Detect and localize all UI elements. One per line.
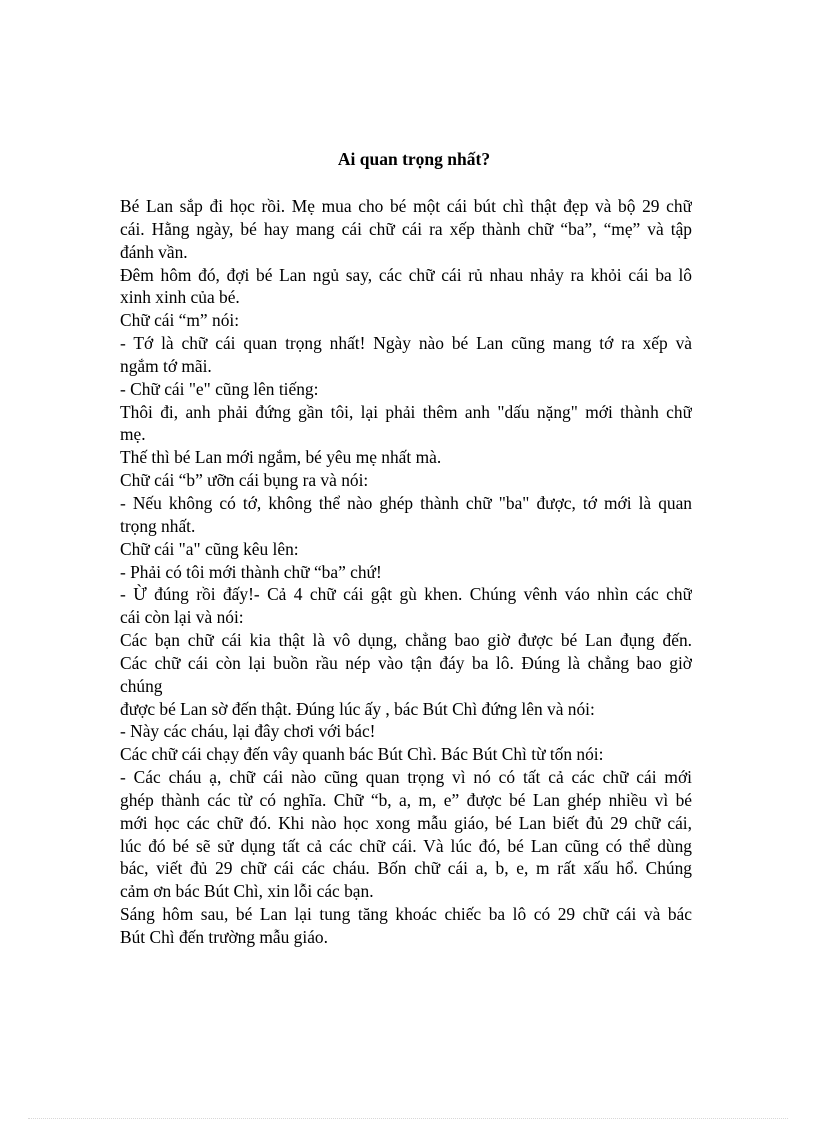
story-line: Các bạn chữ cái kia thật là vô dụng, chẳng bao giờ được bé Lan đụng đến. xyxy=(120,630,692,651)
story-line: Chữ cái "a" cũng kêu lên: xyxy=(120,538,299,559)
story-line: Chữ cái “b” ưỡn cái bụng ra và nói: xyxy=(120,470,369,491)
story-body xyxy=(120,195,692,949)
story-line: bác, viết đủ 29 chữ cái các cháu. Bốn chữ cái a, b, e, m rất xấu hổ. Chúng xyxy=(120,858,692,879)
story-line: - Chữ cái "e" cũng lên tiếng: xyxy=(120,378,319,399)
story-line: Đêm hôm đó, đợi bé Lan ngủ say, các chữ cái rủ nhau nhảy ra khỏi cái ba lô xyxy=(120,264,692,285)
story-line: Bé Lan sắp đi học rồi. Mẹ mua cho bé một cái bút chì thật đẹp và bộ 29 chữ xyxy=(120,196,692,216)
story-line: mẹ. xyxy=(120,424,146,445)
story-line: đánh vần. xyxy=(120,241,188,262)
story-line: - Các cháu ạ, chữ cái nào cũng quan trọng vì nó có tất cả các chữ cái mới xyxy=(120,767,692,788)
story-line: Các chữ cái còn lại buồn rầu nép vào tận đáy ba lô. Đúng là chẳng bao giờ xyxy=(120,652,692,673)
story-line: - Này các cháu, lại đây chơi với bác! xyxy=(120,721,376,742)
story-line: cảm ơn bác Bút Chì, xin lỗi các bạn. xyxy=(120,881,374,902)
story-line: chúng xyxy=(120,675,163,696)
story-line: - Phải có tôi mới thành chữ “ba” chứ! xyxy=(120,561,382,582)
page-title: Ai quan trọng nhất? xyxy=(337,149,491,169)
story-line: Chữ cái “m” nói: xyxy=(120,310,240,331)
story-line: được bé Lan sờ đến thật. Đúng lúc ấy , bác Bút Chì đứng lên và nói: xyxy=(120,698,595,719)
story-line: Thế thì bé Lan mới ngắm, bé yêu mẹ nhất mà. xyxy=(120,447,442,468)
page-bottom-rule xyxy=(28,1118,788,1119)
story-line: - Ừ đúng rồi đấy!- Cả 4 chữ cái gật gù khen. Chúng vênh váo nhìn các chữ xyxy=(120,584,692,605)
story-line: lúc đó bé sẽ sử dụng tất cả các chữ cái. Và lúc đó, bé Lan cũng có thể dùng xyxy=(120,835,692,856)
story-line: mới học các chữ đó. Khi nào học xong mẫu giáo, bé Lan biết đủ 29 chữ cái, xyxy=(120,812,692,833)
story-line: cái còn lại và nói: xyxy=(120,607,244,628)
story-line: Các chữ cái chạy đến vây quanh bác Bút Chì. Bác Bút Chì từ tốn nói: xyxy=(120,744,604,765)
story-line: - Tớ là chữ cái quan trọng nhất! Ngày nào bé Lan cũng mang tớ ra xếp và xyxy=(120,333,692,354)
story-line: xinh xinh của bé. xyxy=(120,287,240,308)
story-line: Bút Chì đến trường mẫu giáo. xyxy=(120,927,328,947)
story-line: trọng nhất. xyxy=(120,515,196,536)
story-line: ghép thành các từ có nghĩa. Chữ “b, a, m, e” được bé Lan ghép nhiều vì bé xyxy=(120,789,692,810)
story-line: Sáng hôm sau, bé Lan lại tung tăng khoác chiếc ba lô có 29 chữ cái và bác xyxy=(120,904,692,925)
story-line: cái. Hằng ngày, bé hay mang cái chữ cái ra xếp thành chữ “ba”, “mẹ” và tập xyxy=(120,218,692,239)
story-line: Thôi đi, anh phải đứng gần tôi, lại phải thêm anh "dấu nặng" mới thành chữ xyxy=(120,401,692,422)
story-line: - Nếu không có tớ, không thể nào ghép thành chữ "ba" được, tớ mới là quan xyxy=(120,492,692,513)
story-line: ngắm tớ mãi. xyxy=(120,355,212,376)
